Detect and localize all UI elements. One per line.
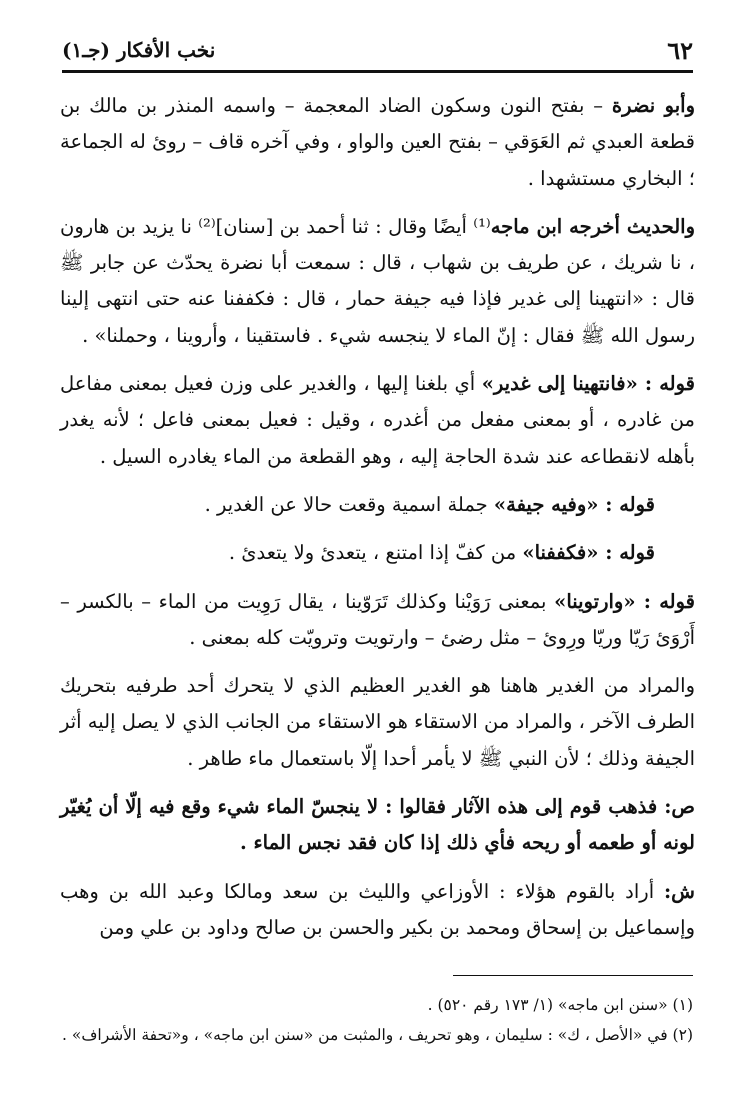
page-header (62, 30, 693, 70)
paragraph-lead: قوله : «فانتهينا إلى غدير» (481, 372, 695, 396)
paragraph-narrator (60, 88, 695, 197)
header-rule (62, 70, 693, 73)
footnote-separator (453, 975, 693, 976)
paragraph-text: بمعنى رَوَيْنا وكذلك تَرَوّينا ، يقال رَوِيت من الماء – بالكسر – أَرْوَئ رَيّا وريّا ورِوئ – مثل رضئ – وارتويت وترويّت كله بمعنى . (60, 589, 695, 649)
paragraph-comment-irtawayna (60, 584, 695, 657)
paragraph-lead: قوله : «وارتوينا» (554, 589, 695, 613)
paragraph-lead: ش: (663, 879, 695, 903)
footnote-2: (٢) في «الأصل ، ك» : سليمان ، وهو تحريف ، والمثبت من «سنن ابن ماجه» ، و«تحفة الأشراف» . (62, 1026, 693, 1044)
book-title: نخب الأفكار (جـ١) (62, 38, 216, 62)
main-text (60, 88, 695, 958)
paragraph-text: أراد بالقوم هؤلاء : الأوزاعي والليث بن سعد ومالكا وعبد الله بن وهب وإسماعيل بن إسحاق ومحمد بن بكير والحسن بن صالح وداود بن علي ومن (60, 879, 695, 939)
paragraph-text: جملة اسمية وقعت حالا عن الغدير . (204, 492, 494, 516)
paragraph-text: ص: فذهب قوم إلى هذه الآثار فقالوا : لا ينجسّ الماء شيء وقع فيه إلّا أن يُغيّر لونه أو طعمه أو ريحه فأي ذلك إذا كان فقد نجس الماء . (60, 795, 695, 855)
footnotes (62, 990, 693, 1050)
paragraph-lead: قوله : «وفيه جيفة» (493, 492, 655, 516)
footnote-1: (١) «سنن ابن ماجه» (١/ ١٧٣ رقم ٥٢٠) . (427, 996, 693, 1014)
paragraph-text: – بفتح النون وسكون الضاد المعجمة – واسمه المنذر بن مالك بن قطعة العبدي ثم العَوَقي – بفتح العين والواو ، وفي آخره قاف – روئ له الجماعة ؛ البخاري مستشهدا . (60, 94, 695, 190)
paragraph-comment-jifa (60, 487, 695, 523)
paragraph-shin (60, 874, 695, 947)
paragraph-lead: قوله : «فكففنا» (522, 541, 655, 565)
paragraph-meaning (60, 668, 695, 777)
paragraph-sad (60, 789, 695, 862)
paragraph-text: ⁽¹⁾ أيضًا وقال : ثنا أحمد بن [سنان]⁽²⁾ نا يزيد بن هارون ، نا شريك ، عن طريف بن شهاب ، قال : سمعت أبا نضرة يحدّث عن جابر ﷺ قال : «انتهينا إلى غدير فإذا فيه جيفة حمار ، قال : فكففنا عنه حتى انتهى إلينا رسول الله ﷺ فقال : إنّ الماء لا ينجسه شيء . فاستقينا ، وأروينا ، وحملنا» . (60, 214, 695, 347)
paragraph-lead: والحديث أخرجه ابن ماجه (490, 214, 695, 238)
paragraph-text: من كفّ إذا امتنع ، يتعدئ ولا يتعدئ . (228, 541, 523, 565)
paragraph-text: أي بلغنا إليها ، والغدير على وزن فعيل بمعنى مفاعل من غادره ، أو بمعنى مفعل من أغدره ، وقيل : فعيل بمعنى فاعل ؛ لأنه يغدر بأهله لانقطاعه عند شدة الحاجة إليه ، وهو القطعة من الماء يغادره السيل . (60, 372, 695, 468)
paragraph-hadith (60, 209, 695, 354)
page-number: ٦٢ (667, 36, 693, 65)
paragraph-lead: وأبو نضرة (611, 94, 695, 117)
paragraph-comment-kafafna (60, 535, 695, 571)
paragraph-text: والمراد من الغدير هاهنا هو الغدير العظيم الذي لا يتحرك أحد طرفيه بتحريك الطرف الآخر ، والمراد من الاستقاء هو الاستقاء من الجانب الذي لا يصل إليه أثر الجيفة وذلك ؛ لأن النبي ﷺ لا يأمر أحدا إلّا باستعمال ماء طاهر . (60, 674, 695, 770)
paragraph-comment-ghadir (60, 366, 695, 475)
